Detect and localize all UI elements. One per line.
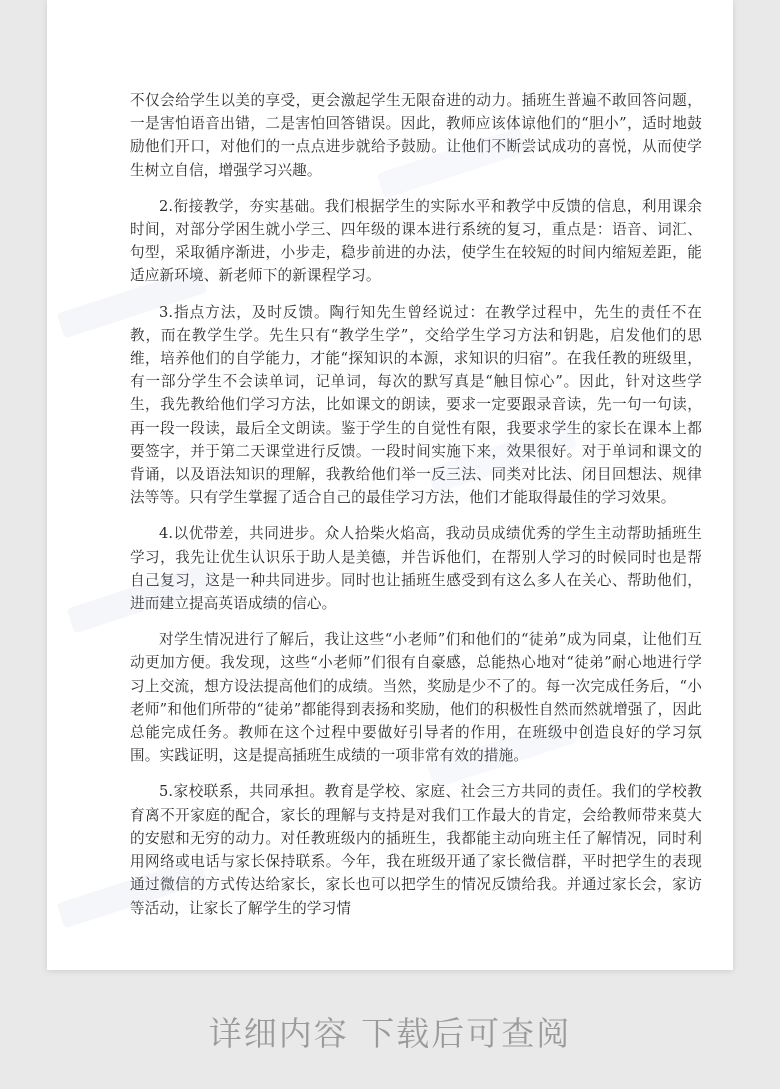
paragraph-2: 2.衔接教学，夯实基础。我们根据学生的实际水平和教学中反馈的信息，利用课余时间，对部分学困生就小学三、四年级的课本进行系统的复习，重点是：语音、词汇、句型，采取循序渐进，小步走，稳步前进的办法，使学生在较短的时间内缩短差距，能适应新环境、新老师下的新课程学习。 [130, 197, 702, 285]
paragraph-5: 对学生情况进行了解后，我让这些“小老师”们和他们的“徒弟”成为同桌，让他们互动更加方便。我发现，这些“小老师”们很有自豪感，总能热心地对“徒弟”耐心地进行学习上交流，想方设法提高他们的成绩。当然，奖励是少不了的。每一次完成任务后，“小老师”和他们所带的“徒弟”都能得到表扬和奖励，他们的积极性自然而然就增强了，因此总能完成任务。教师在这个过程中要做好引导者的作用，在班级中创造良好的学习氛围。实践证明，这是提高插班生成绩的一项非常有效的措施。 [130, 631, 702, 765]
paragraph-3: 3.指点方法，及时反馈。陶行知先生曾经说过：在教学过程中，先生的责任不在教，而在教学生学。先生只有“教学生学”，交给学生学习方法和钥匙，启发他们的思维，培养他们的自学能力，才能“探知识的本源，求知识的归宿”。在我任教的班级里，有一部分学生不会读单词，记单词，每次的默写真是“触目惊心”。因此，针对这些学生，我先教给他们学习方法，比如课文的朗读，要求一定要跟录音读，先一句一句读，再一段一段读，最后全文朗读。鉴于学生的自觉性有限，我要求学生的家长在课本上都要签字，并于第二天课堂进行反馈。一段时间实施下来，效果很好。对于单词和课文的背诵，以及语法知识的理解，我教给他们举一反三法、同类对比法、闭目回想法、规律法等等。只有学生掌握了适合自己的最佳学习方法，他们才能取得最佳的学习效果。 [130, 303, 702, 507]
paragraph-1: 不仅会给学生以美的享受，更会激起学生无限奋进的动力。插班生普遍不敢回答问题，一是害怕语音出错，二是害怕回答错误。因此，教师应该体谅他们的“胆小”，适时地鼓励他们开口，对他们的一点点进步就给予鼓励。让他们不断尝试成功的喜悦，从而使学生树立自信，增强学习兴趣。 [130, 92, 702, 179]
document-body [130, 89, 702, 933]
download-prompt[interactable]: 详细内容 下载后可查阅 [208, 1014, 572, 1053]
paragraph-6: 5.家校联系，共同承担。教育是学校、家庭、社会三方共同的责任。我们的学校教育离不开家庭的配合，家长的理解与支持是对我们工作最大的肯定，会给教师带来莫大的安慰和无穷的动力。对任教班级内的插班生，我都能主动向班主任了解情况，同时利用网络或电话与家长保持联系。今年，我在班级开通了家长微信群，平时把学生的表现通过微信的方式传达给家长，家长也可以把学生的情况反馈给我。并通过家长会，家访等活动，让家长了解学生的学习情 [130, 783, 702, 917]
paragraph-4: 4.以优带差，共同进步。众人拾柴火焰高，我动员成绩优秀的学生主动帮助插班生学习，我先让优生认识乐于助人是美德，并告诉他们，在帮别人学习的时候同时也是帮自己复习，这是一种共同进步。同时也让插班生感受到有这么多人在关心、帮助他们，进而建立提高英语成绩的信心。 [130, 525, 702, 613]
document-page [47, 0, 733, 970]
